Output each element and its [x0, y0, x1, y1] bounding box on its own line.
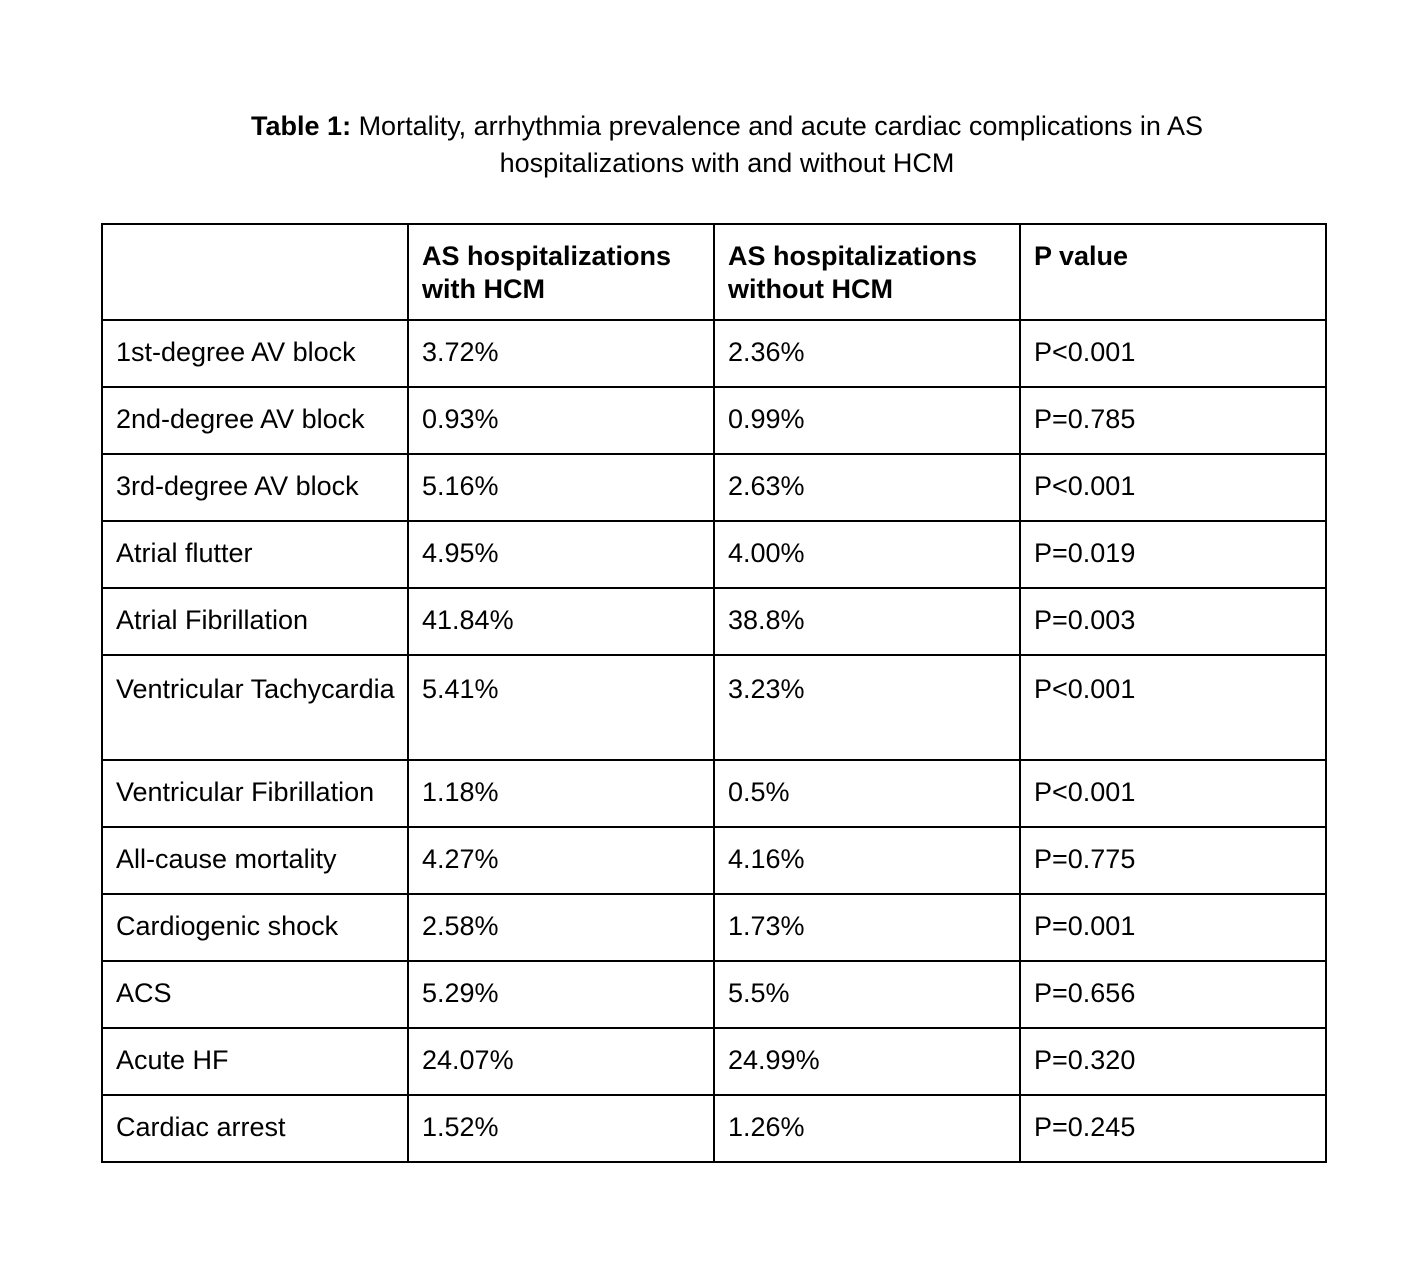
p-value-cell: P=0.001 [1020, 894, 1326, 961]
table-row [102, 588, 1326, 655]
row-label-cell: ACS [102, 961, 408, 1028]
without-hcm-cell: 3.23% [714, 655, 1020, 760]
p-value-cell: P<0.001 [1020, 320, 1326, 387]
without-hcm-cell: 0.5% [714, 760, 1020, 827]
header-cell-without-hcm: AS hospitalizations without HCM [714, 224, 1020, 320]
without-hcm-cell: 4.00% [714, 521, 1020, 588]
without-hcm-cell: 38.8% [714, 588, 1020, 655]
row-label-cell: Ventricular Fibrillation [102, 760, 408, 827]
without-hcm-cell: 24.99% [714, 1028, 1020, 1095]
caption-text-line2: hospitalizations with and without HCM [499, 148, 955, 178]
p-value-cell: P=0.003 [1020, 588, 1326, 655]
without-hcm-cell: 5.5% [714, 961, 1020, 1028]
table-row [102, 760, 1326, 827]
row-label-cell: Cardiac arrest [102, 1095, 408, 1162]
p-value-cell: P=0.245 [1020, 1095, 1326, 1162]
row-label-cell: Ventricular Tachycardia [102, 655, 408, 760]
table-row [102, 387, 1326, 454]
p-value-cell: P=0.320 [1020, 1028, 1326, 1095]
results-table [101, 223, 1327, 1163]
with-hcm-cell: 41.84% [408, 588, 714, 655]
p-value-cell: P=0.656 [1020, 961, 1326, 1028]
table-row [102, 894, 1326, 961]
row-label-cell: All-cause mortality [102, 827, 408, 894]
without-hcm-cell: 2.63% [714, 454, 1020, 521]
table-row [102, 521, 1326, 588]
row-label-cell: Acute HF [102, 1028, 408, 1095]
table-row [102, 827, 1326, 894]
with-hcm-cell: 2.58% [408, 894, 714, 961]
caption-lead: Table 1: [251, 111, 352, 141]
with-hcm-cell: 5.16% [408, 454, 714, 521]
table-header-row [102, 224, 1326, 320]
with-hcm-cell: 1.52% [408, 1095, 714, 1162]
p-value-cell: P<0.001 [1020, 454, 1326, 521]
without-hcm-cell: 2.36% [714, 320, 1020, 387]
with-hcm-cell: 4.27% [408, 827, 714, 894]
row-label-cell: 2nd-degree AV block [102, 387, 408, 454]
table-caption [0, 108, 1421, 182]
with-hcm-cell: 4.95% [408, 521, 714, 588]
without-hcm-cell: 1.73% [714, 894, 1020, 961]
row-label-cell: 1st-degree AV block [102, 320, 408, 387]
header-cell-empty [102, 224, 408, 320]
without-hcm-cell: 1.26% [714, 1095, 1020, 1162]
header-cell-p-value: P value [1020, 224, 1326, 320]
table-row [102, 1028, 1326, 1095]
with-hcm-cell: 3.72% [408, 320, 714, 387]
row-label-cell: 3rd-degree AV block [102, 454, 408, 521]
with-hcm-cell: 5.41% [408, 655, 714, 760]
table-row [102, 320, 1326, 387]
without-hcm-cell: 4.16% [714, 827, 1020, 894]
p-value-cell: P=0.775 [1020, 827, 1326, 894]
table-row [102, 454, 1326, 521]
p-value-cell: P=0.019 [1020, 521, 1326, 588]
with-hcm-cell: 0.93% [408, 387, 714, 454]
row-label-cell: Atrial Fibrillation [102, 588, 408, 655]
with-hcm-cell: 1.18% [408, 760, 714, 827]
p-value-cell: P<0.001 [1020, 760, 1326, 827]
without-hcm-cell: 0.99% [714, 387, 1020, 454]
table-row [102, 961, 1326, 1028]
row-label-cell: Cardiogenic shock [102, 894, 408, 961]
table-row [102, 655, 1326, 760]
p-value-cell: P<0.001 [1020, 655, 1326, 760]
caption-text-line1: Mortality, arrhythmia prevalence and acute cardiac complications in AS [351, 111, 1203, 141]
header-cell-with-hcm: AS hospitalizations with HCM [408, 224, 714, 320]
table-row [102, 1095, 1326, 1162]
with-hcm-cell: 24.07% [408, 1028, 714, 1095]
with-hcm-cell: 5.29% [408, 961, 714, 1028]
row-label-cell: Atrial flutter [102, 521, 408, 588]
p-value-cell: P=0.785 [1020, 387, 1326, 454]
